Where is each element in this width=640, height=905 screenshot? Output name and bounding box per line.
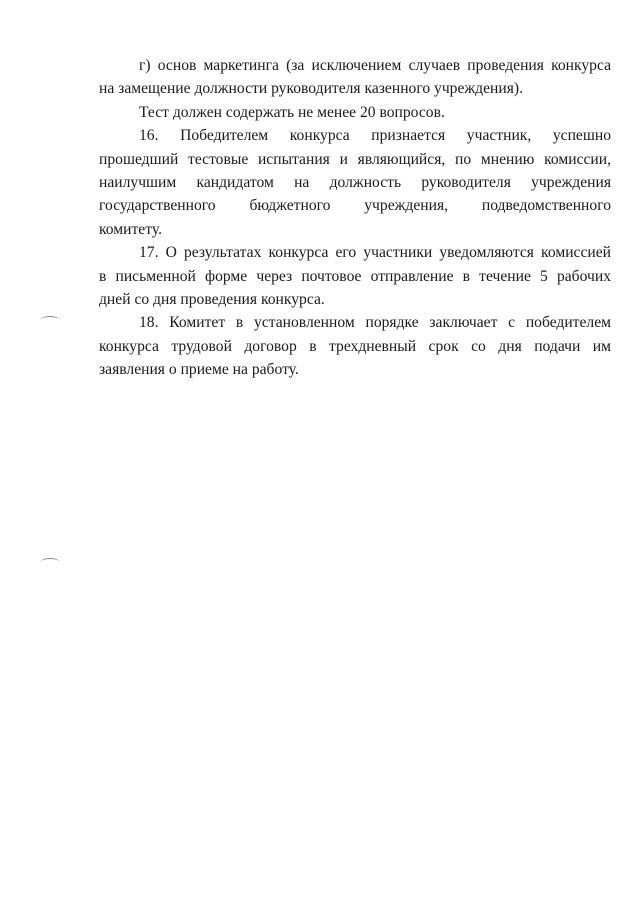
- punch-hole-mark-bottom: [40, 558, 60, 567]
- text-line: в письменной форме через почтовое отправление в течение 5 рабочих: [99, 267, 611, 285]
- paragraph-test-note: [99, 101, 611, 124]
- text-line: 16. Победителем конкурса признается участник, успешно: [139, 127, 611, 145]
- paragraph-item-g: [99, 54, 611, 101]
- text-line: государственного бюджетного учреждения, подведомственного: [99, 197, 611, 215]
- text-line: дней со дня проведения конкурса.: [99, 290, 325, 308]
- document-body: [99, 54, 611, 381]
- paragraph-item-18: [99, 311, 611, 381]
- paragraph-item-17: [99, 241, 611, 311]
- text-line: 18. Комитет в установленном порядке заключает с победителем: [139, 314, 611, 332]
- text-line: г) основ маркетинга (за исключением случаев проведения конкурса: [139, 57, 611, 74]
- text-line: на замещение должности руководителя казенного учреждения).: [99, 80, 523, 98]
- text-line: 17. О результатах конкурса его участники уведомляются комиссией: [139, 244, 611, 262]
- text-line: конкурса трудовой договор в трехдневный срок со дня подачи им: [99, 337, 611, 355]
- paragraph-item-16: [99, 124, 611, 241]
- text-line: Тест должен содержать не менее 20 вопросов.: [139, 103, 445, 121]
- text-line: заявления о приеме на работу.: [99, 361, 299, 379]
- text-line: комитету.: [99, 220, 162, 238]
- text-line: прошедший тестовые испытания и являющийся, по мнению комиссии,: [99, 150, 611, 168]
- text-line: наилучшим кандидатом на должность руководителя учреждения: [99, 173, 611, 191]
- punch-hole-mark-top: [40, 316, 60, 325]
